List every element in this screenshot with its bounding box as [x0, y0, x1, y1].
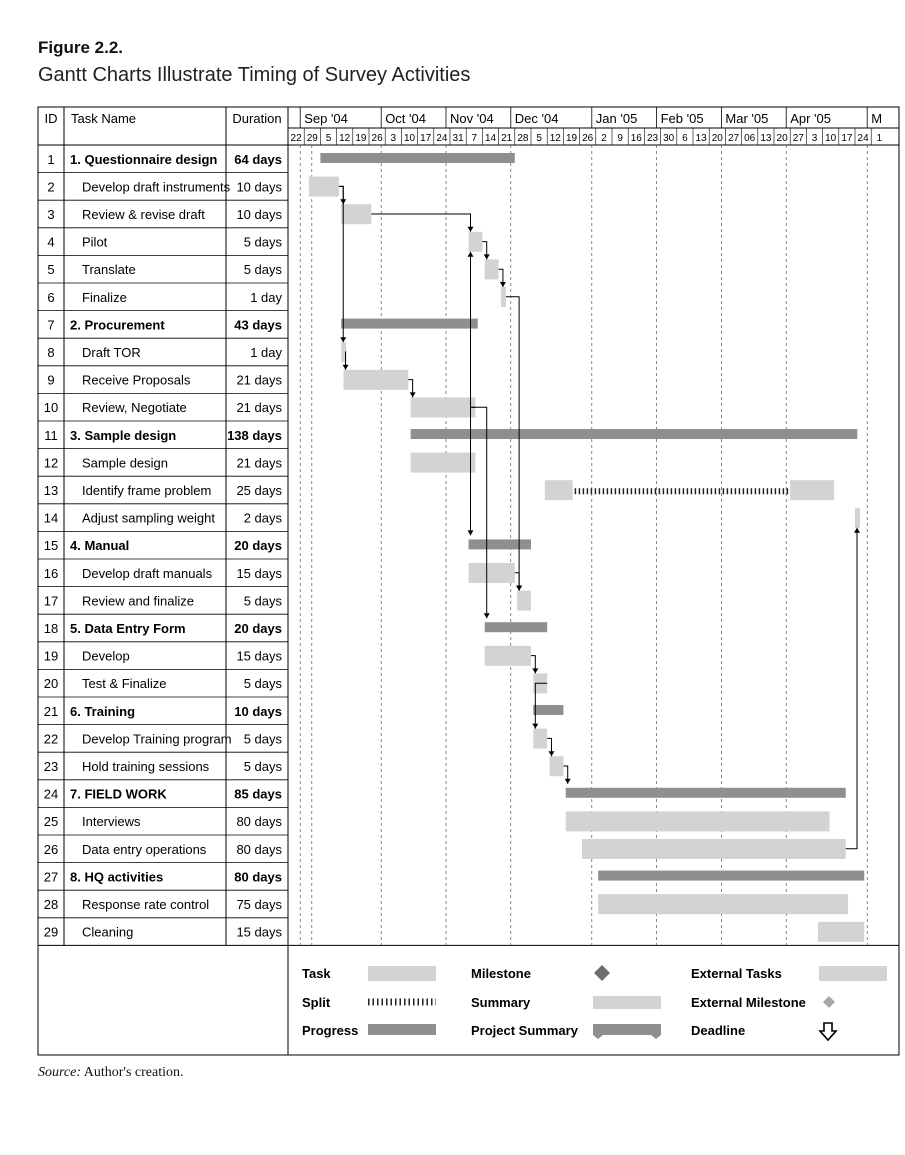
task-duration: 75 days [236, 897, 282, 912]
task-name: 5. Data Entry Form [70, 621, 186, 636]
task-duration: 43 days [234, 317, 282, 333]
task-bar [545, 480, 573, 500]
task-id: 7 [47, 317, 55, 333]
week-label: 24 [436, 133, 448, 144]
arrow-head [500, 282, 506, 287]
arrow-head [516, 586, 522, 591]
task-duration: 15 days [236, 565, 282, 581]
task-duration: 20 days [234, 538, 282, 554]
legend-progress-symbol [368, 1024, 436, 1035]
week-label: 06 [744, 133, 756, 144]
task-duration: 5 days [243, 234, 282, 250]
week-label: 23 [646, 133, 659, 144]
task-name: Finalize [82, 289, 127, 305]
task-name: Review & revise draft [82, 207, 205, 222]
task-duration: 1 day [250, 289, 282, 305]
task-id: 25 [43, 814, 59, 830]
task-bar [582, 839, 846, 859]
task-duration: 85 days [234, 786, 282, 802]
summary-bar [469, 539, 531, 549]
task-bar [411, 397, 476, 417]
week-label: 20 [776, 133, 788, 144]
task-id: 23 [43, 759, 59, 774]
task-name: Develop [82, 648, 130, 664]
week-label: 10 [403, 133, 416, 144]
task-duration: 1 day [250, 345, 282, 360]
week-label: 21 [501, 133, 513, 144]
summary-bar [566, 788, 846, 798]
task-name: Interviews [82, 814, 141, 830]
task-name: Cleaning [82, 924, 134, 940]
task-name: 1. Questionnaire design [70, 151, 218, 167]
week-label: 28 [517, 133, 529, 144]
legend-label: Progress [302, 1023, 359, 1038]
legend-external-milestone-symbol [823, 996, 835, 1008]
week-label: 27 [792, 133, 804, 144]
task-bar [344, 370, 409, 390]
week-label: 9 [617, 133, 623, 144]
task-id: 3 [47, 207, 55, 222]
task-duration: 80 days [236, 814, 282, 830]
task-bar [550, 756, 564, 776]
week-label: 17 [420, 133, 432, 144]
task-name: Identify frame problem [82, 483, 212, 498]
task-duration: 5 days [243, 676, 282, 692]
task-duration: 10 days [234, 703, 282, 719]
task-bar [566, 811, 830, 831]
task-id: 27 [43, 869, 59, 885]
summary-bar [533, 705, 563, 715]
week-label: 16 [630, 133, 642, 144]
task-id: 11 [44, 427, 58, 443]
legend-label: External Milestone [691, 995, 806, 1010]
month-label: Oct '04 [385, 111, 426, 126]
task-bar [818, 922, 864, 942]
task-id: 20 [43, 676, 59, 692]
task-name: Response rate control [82, 897, 210, 912]
task-id: 16 [43, 565, 59, 581]
task-name: 6. Training [70, 703, 136, 719]
summary-bar [341, 319, 478, 329]
task-name: 3. Sample design [70, 427, 177, 443]
task-name: Sample design [82, 455, 168, 471]
task-duration: 80 days [234, 869, 282, 885]
task-name: Draft TOR [82, 345, 141, 360]
week-label: 27 [727, 133, 740, 144]
week-label: 12 [549, 133, 561, 144]
week-label: 26 [371, 133, 383, 144]
summary-bar [485, 622, 547, 632]
task-id: 19 [43, 648, 59, 664]
task-duration: 2 days [243, 510, 282, 526]
task-name: Pilot [82, 234, 108, 250]
task-duration: 80 days [236, 841, 282, 857]
task-bar [501, 287, 506, 307]
week-label: 24 [857, 133, 869, 144]
month-label: Jan '05 [595, 111, 638, 126]
month-label: Feb '05 [660, 111, 704, 126]
figure-title: Gantt Charts Illustrate Timing of Survey Activities [38, 64, 471, 86]
week-label: 29 [306, 133, 318, 144]
task-name: Develop draft instruments [82, 179, 231, 195]
week-label: 3 [811, 133, 818, 144]
task-duration: 15 days [236, 924, 282, 940]
task-duration: 5 days [243, 731, 282, 747]
task-name: 4. Manual [70, 538, 130, 554]
task-id: 14 [43, 510, 59, 526]
arrow-head [484, 613, 490, 618]
week-label: 19 [565, 133, 578, 144]
task-name: 7. FIELD WORK [70, 786, 167, 802]
task-name: Review, Negotiate [82, 400, 187, 416]
week-label: 3 [390, 133, 397, 144]
task-bar [517, 591, 531, 611]
week-label: 17 [841, 133, 853, 144]
task-bar [485, 646, 531, 666]
week-label: 19 [355, 133, 367, 144]
task-id: 2 [47, 179, 55, 195]
task-id: 12 [43, 455, 59, 471]
task-id: 4 [47, 234, 55, 250]
task-name: Review and finalize [82, 593, 195, 609]
task-bar [533, 729, 547, 749]
task-duration: 20 days [234, 621, 282, 636]
week-label: 2 [601, 133, 607, 144]
arrow-head [532, 724, 538, 729]
task-bar [485, 259, 499, 279]
task-bar [309, 177, 339, 197]
summary-bar [320, 153, 514, 163]
task-id: 29 [43, 924, 59, 940]
summary-bar [411, 429, 858, 439]
week-label: 31 [452, 133, 464, 144]
task-name: 2. Procurement [70, 317, 165, 333]
arrow-head [468, 530, 474, 535]
week-label: 6 [682, 133, 688, 144]
task-name: Translate [82, 262, 136, 278]
task-name: Data entry operations [82, 841, 207, 857]
source-note [38, 1065, 183, 1081]
task-id: 22 [43, 731, 59, 747]
arrow-head [565, 779, 571, 784]
week-label: 7 [471, 133, 478, 144]
week-label: 26 [582, 133, 594, 144]
task-name: Adjust sampling weight [82, 510, 215, 526]
task-duration: 64 days [234, 151, 282, 167]
week-label: 14 [484, 133, 497, 144]
arrow-head [410, 392, 416, 397]
task-id: 17 [43, 593, 59, 609]
task-name: 8. HQ activities [70, 869, 164, 885]
arrow-head [340, 337, 346, 342]
task-duration: 5 days [243, 759, 282, 774]
week-label: 1 [876, 133, 883, 144]
week-label: 13 [760, 133, 772, 144]
task-id: 9 [47, 372, 55, 388]
task-id: 21 [43, 703, 59, 719]
task-bar [341, 204, 371, 224]
task-id: 10 [43, 400, 59, 416]
task-bar [469, 563, 515, 583]
arrow-head [468, 227, 474, 232]
summary-bar [598, 871, 864, 881]
task-id: 26 [43, 841, 59, 857]
legend-task-symbol [368, 966, 436, 981]
dependency-arrow [471, 252, 476, 407]
task-id: 15 [43, 538, 59, 554]
task-duration: 15 days [236, 648, 282, 664]
task-id: 24 [43, 786, 59, 802]
week-label: 22 [290, 133, 302, 144]
legend-summary-symbol [593, 996, 661, 1009]
task-id: 6 [47, 289, 55, 305]
task-name: Develop Training program [82, 731, 232, 747]
task-name: Receive Proposals [82, 372, 191, 388]
task-id: 28 [43, 897, 59, 912]
task-name: Hold training sessions [82, 759, 210, 774]
month-label: Nov '04 [450, 111, 494, 126]
legend-label: Deadline [691, 1023, 746, 1038]
week-label: 20 [711, 133, 723, 144]
legend-label: Split [302, 995, 331, 1010]
week-label: 13 [695, 133, 707, 144]
legend-label: Task [302, 966, 331, 981]
arrow-head [343, 365, 349, 370]
legend-label: Milestone [471, 966, 531, 981]
figure-label: Figure 2.2. [38, 38, 124, 57]
legend-milestone-symbol [594, 965, 610, 981]
task-bar [598, 894, 848, 914]
header-id: ID [44, 111, 58, 126]
arrow-head [484, 254, 490, 259]
task-duration: 138 days [227, 427, 282, 443]
task-bar [411, 453, 476, 473]
task-id: 1 [47, 151, 55, 167]
task-duration: 21 days [236, 400, 282, 416]
task-duration: 25 days [236, 483, 282, 498]
task-duration: 10 days [236, 207, 282, 222]
legend-project-summary-symbol [593, 1024, 661, 1039]
source-label: Source: [38, 1065, 82, 1080]
task-duration: 5 days [243, 262, 282, 278]
week-label: 30 [663, 133, 675, 144]
legend-deadline-symbol [820, 1023, 836, 1040]
task-name: Develop draft manuals [82, 565, 213, 581]
task-name: Test & Finalize [82, 676, 167, 692]
week-label: 10 [825, 133, 837, 144]
week-label: 12 [339, 133, 351, 144]
month-label: Mar '05 [725, 111, 769, 126]
legend-label: External Tasks [691, 966, 782, 981]
task-id: 8 [47, 345, 55, 360]
month-label: Sep '04 [304, 111, 348, 126]
week-label: 5 [325, 133, 332, 144]
task-id: 18 [43, 621, 59, 636]
task-bar [790, 480, 834, 500]
task-bar [469, 232, 483, 252]
task-duration: 10 days [236, 179, 282, 195]
arrow-head [854, 528, 860, 533]
month-label: M [871, 111, 883, 126]
arrow-head [468, 252, 474, 257]
arrow-head [532, 668, 538, 673]
month-label: Apr '05 [790, 111, 831, 126]
month-label: Dec '04 [514, 111, 559, 126]
dependency-arrow [846, 528, 857, 849]
header-duration: Duration [232, 111, 282, 126]
legend-label: Project Summary [471, 1023, 578, 1038]
task-id: 5 [47, 262, 55, 278]
week-label: 5 [536, 133, 542, 144]
legend-external-task-symbol [819, 966, 887, 981]
task-id: 13 [43, 483, 59, 498]
task-bar [855, 508, 860, 528]
task-duration: 21 days [236, 372, 282, 388]
header-task-name: Task Name [71, 111, 137, 126]
task-duration: 5 days [243, 593, 282, 609]
task-duration: 21 days [236, 455, 282, 471]
legend-label: Summary [471, 995, 531, 1010]
source-text: Author's creation. [83, 1065, 184, 1080]
arrow-head [549, 751, 555, 756]
dependency-arrow [371, 214, 470, 232]
